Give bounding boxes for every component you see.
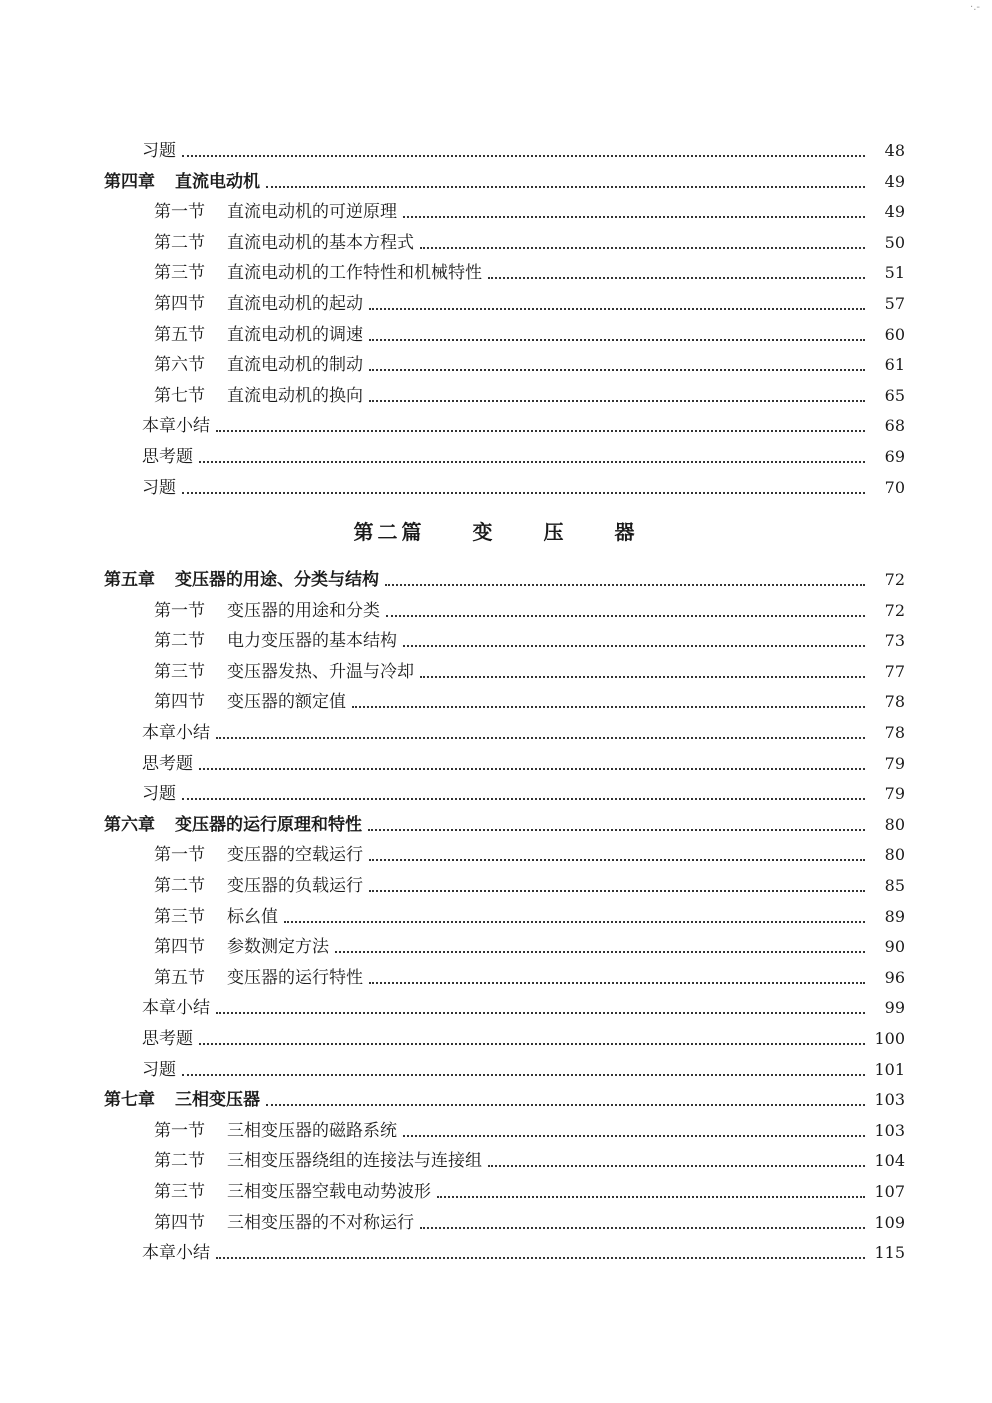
dot-leader <box>182 798 865 800</box>
dot-leader <box>369 308 865 310</box>
dot-leader <box>182 155 865 157</box>
dot-leader <box>182 492 865 494</box>
part-title-char-2: 压 <box>543 520 568 544</box>
toc-section-row <box>142 289 905 315</box>
toc-entry-number: 第三节 <box>154 1182 205 1202</box>
toc-page-number: 48 <box>884 141 905 160</box>
toc-item-row <box>142 749 905 775</box>
toc-entry-title: 三相变压器的磁路系统 <box>227 1120 397 1141</box>
toc-section-row <box>142 228 905 254</box>
dot-leader <box>488 277 865 279</box>
toc-entry-number: 第五章 <box>104 570 155 590</box>
toc-chapter-row <box>104 810 905 836</box>
toc-item-row <box>142 442 905 468</box>
toc-entry-number: 第三节 <box>154 263 205 284</box>
toc-page-number: 72 <box>884 600 905 620</box>
toc-page-number: 100 <box>874 1029 905 1048</box>
toc-entry-title: 本章小结 <box>142 416 210 437</box>
toc-entry-number: 第一节 <box>154 202 205 223</box>
toc-section-row <box>142 197 905 223</box>
toc-page-number: 77 <box>884 661 905 681</box>
toc-entry-number: 第二节 <box>154 876 205 896</box>
toc-entry-title: 三相变压器绕组的连接法与连接组 <box>227 1151 482 1172</box>
toc-section-row <box>142 258 905 284</box>
dot-leader <box>437 1196 865 1198</box>
toc-page-number: 50 <box>884 232 905 252</box>
toc-section-row <box>142 350 905 376</box>
toc-section-row <box>142 932 905 958</box>
toc-entry-number: 第四节 <box>154 692 205 713</box>
toc-page-number: 89 <box>884 906 905 926</box>
toc-entry-title: 习题 <box>142 1059 176 1080</box>
toc-entry-title: 三相变压器的不对称运行 <box>227 1212 414 1233</box>
toc-entry-title: 习题 <box>142 141 176 161</box>
toc-page-number: 78 <box>884 692 905 712</box>
toc-section-row <box>142 1177 905 1203</box>
toc-page-number: 73 <box>884 631 905 651</box>
dot-leader <box>403 645 865 647</box>
part-title-char-3: 器 <box>614 520 639 544</box>
toc-page-number: 68 <box>884 416 905 436</box>
toc-section-row <box>142 596 905 622</box>
toc-entry-title: 直流电动机的换向 <box>227 385 363 406</box>
toc-section-row <box>142 381 905 407</box>
toc-page-number: 49 <box>884 202 905 222</box>
part-number: 第二篇 <box>353 520 426 544</box>
toc-entry-title: 直流电动机的起动 <box>227 294 363 314</box>
toc-entry-number: 第一节 <box>154 1120 205 1141</box>
toc-entry-title: 思考题 <box>142 753 193 774</box>
dot-leader <box>369 369 865 371</box>
toc-entry-title: 直流电动机的制动 <box>227 355 363 376</box>
toc-entry-title: 变压器的用途、分类与结构 <box>175 570 379 590</box>
toc-entry-title: 直流电动机 <box>175 171 260 192</box>
dot-leader <box>420 676 865 678</box>
toc-entry-title: 电力变压器的基本结构 <box>227 631 397 652</box>
toc-entry-title: 标幺值 <box>227 906 278 927</box>
toc-section-row <box>142 1208 905 1234</box>
toc-entry-title: 三相变压器空载电动势波形 <box>227 1182 431 1202</box>
toc-entry-number: 第五节 <box>154 324 205 345</box>
toc-item-row <box>142 779 905 805</box>
toc-entry-number: 第二节 <box>154 631 205 652</box>
toc-page-number: 70 <box>884 477 905 497</box>
toc-entry-number: 第七章 <box>104 1090 155 1111</box>
toc-entry-title: 思考题 <box>142 447 193 467</box>
toc-page-number: 72 <box>884 570 905 589</box>
toc-entry-title: 参数测定方法 <box>227 937 329 958</box>
toc-page-number: 96 <box>884 967 905 987</box>
dot-leader <box>420 1227 865 1229</box>
toc-entry-title: 思考题 <box>142 1029 193 1049</box>
dot-leader <box>266 186 865 188</box>
toc-page-number: 60 <box>884 324 905 344</box>
toc-section-row <box>142 871 905 897</box>
dot-leader <box>199 1043 865 1045</box>
toc-page-number: 79 <box>884 753 905 773</box>
toc-entry-title: 直流电动机的调速 <box>227 324 363 345</box>
toc-item-row <box>142 1238 905 1264</box>
toc-page-number: 85 <box>884 876 905 895</box>
dot-leader <box>199 768 865 770</box>
toc-page-number: 69 <box>884 447 905 466</box>
dot-leader <box>352 706 865 708</box>
toc-entry-title: 变压器的运行特性 <box>227 967 363 988</box>
dot-leader <box>403 216 865 218</box>
toc-entry-title: 变压器的额定值 <box>227 692 346 713</box>
toc-entry-number: 第二节 <box>154 1151 205 1172</box>
toc-page-number: 79 <box>884 784 905 804</box>
toc-entry-number: 第三节 <box>154 661 205 682</box>
toc-entry-number: 第四节 <box>154 1212 205 1233</box>
toc-entry-number: 第六章 <box>104 814 155 835</box>
toc-page-number: 80 <box>884 845 905 865</box>
toc-page-number: 51 <box>884 263 905 283</box>
dot-leader <box>369 339 865 341</box>
dot-leader <box>420 247 865 249</box>
toc-entry-number: 第一节 <box>154 600 205 621</box>
toc-page-number: 107 <box>874 1182 905 1201</box>
toc-item-row <box>142 993 905 1019</box>
dot-leader <box>216 1012 865 1014</box>
toc-entry-title: 变压器发热、升温与冷却 <box>227 661 414 682</box>
toc-entry-title: 本章小结 <box>142 723 210 743</box>
toc-entry-number: 第五节 <box>154 967 205 988</box>
toc-item-row <box>142 136 905 162</box>
toc-entry-number: 第四章 <box>104 171 155 192</box>
toc-page-number: 115 <box>874 1243 905 1263</box>
toc-page-number: 57 <box>884 294 905 313</box>
toc-entry-title: 本章小结 <box>142 998 210 1019</box>
toc-section-row <box>142 626 905 652</box>
toc-page-number: 61 <box>884 355 905 375</box>
toc-entry-title: 直流电动机的工作特性和机械特性 <box>227 263 482 284</box>
dot-leader <box>199 461 865 463</box>
toc-entry-number: 第四节 <box>154 294 205 314</box>
dot-leader <box>266 1104 865 1106</box>
dot-leader <box>335 951 865 953</box>
toc-entry-title: 习题 <box>142 784 176 805</box>
toc-entry-number: 第二节 <box>154 232 205 253</box>
toc-section-row <box>142 1146 905 1172</box>
toc-entry-title: 变压器的空载运行 <box>227 845 363 866</box>
toc-entry-title: 三相变压器 <box>175 1090 260 1111</box>
toc-item-row <box>142 1024 905 1050</box>
toc-page-number: 80 <box>884 814 905 834</box>
toc-section-row <box>142 840 905 866</box>
toc-page-number: 90 <box>884 937 905 957</box>
dot-leader <box>284 921 865 923</box>
dot-leader <box>386 615 865 617</box>
toc-section-row <box>142 687 905 713</box>
toc-entry-title: 习题 <box>142 477 176 498</box>
toc-section-row <box>142 657 905 683</box>
dot-leader <box>216 737 865 739</box>
toc-entry-number: 第三节 <box>154 906 205 927</box>
toc-page-number: 65 <box>884 385 905 405</box>
dot-leader <box>385 584 865 586</box>
toc-entry-title: 直流电动机的基本方程式 <box>227 232 414 253</box>
dot-leader <box>369 982 865 984</box>
dot-leader <box>403 1135 865 1137</box>
toc-entry-title: 变压器的用途和分类 <box>227 600 380 621</box>
toc-entry-number: 第四节 <box>154 937 205 958</box>
toc-item-row <box>142 411 905 437</box>
toc-section-row <box>142 963 905 989</box>
dot-leader <box>216 1257 865 1259</box>
toc-entry-title: 本章小结 <box>142 1243 210 1264</box>
toc-chapter-row <box>104 167 905 193</box>
dot-leader <box>488 1165 865 1167</box>
toc-entry-number: 第六节 <box>154 355 205 376</box>
toc-page-number: 104 <box>874 1151 905 1171</box>
toc-section-row <box>142 320 905 346</box>
toc-item-row <box>142 1055 905 1081</box>
toc-entry-number: 第一节 <box>154 845 205 866</box>
dot-leader <box>216 430 865 432</box>
dot-leader <box>369 890 865 892</box>
dot-leader <box>182 1074 865 1076</box>
toc-entry-title: 变压器的运行原理和特性 <box>175 814 362 835</box>
corner-mark: ·.- <box>970 2 980 13</box>
toc-page-number: 101 <box>874 1059 905 1079</box>
toc-section-row <box>142 1116 905 1142</box>
toc-item-row <box>142 473 905 499</box>
toc-page-number: 103 <box>874 1090 905 1110</box>
part-heading <box>0 516 992 545</box>
part-title-char-1: 变 <box>472 520 497 544</box>
toc-page-number: 49 <box>884 171 905 191</box>
dot-leader <box>369 859 865 861</box>
dot-leader <box>369 400 865 402</box>
toc-entry-title: 变压器的负载运行 <box>227 876 363 896</box>
toc-entry-number: 第七节 <box>154 385 205 406</box>
toc-page-number: 109 <box>874 1212 905 1232</box>
toc-page-number: 103 <box>874 1120 905 1140</box>
dot-leader <box>368 829 865 831</box>
toc-item-row <box>142 718 905 744</box>
toc-entry-title: 直流电动机的可逆原理 <box>227 202 397 223</box>
toc-page-number: 78 <box>884 723 905 742</box>
toc-page-number: 99 <box>884 998 905 1018</box>
toc-chapter-row <box>104 1085 905 1111</box>
toc-chapter-row <box>104 565 905 591</box>
toc-section-row <box>142 902 905 928</box>
